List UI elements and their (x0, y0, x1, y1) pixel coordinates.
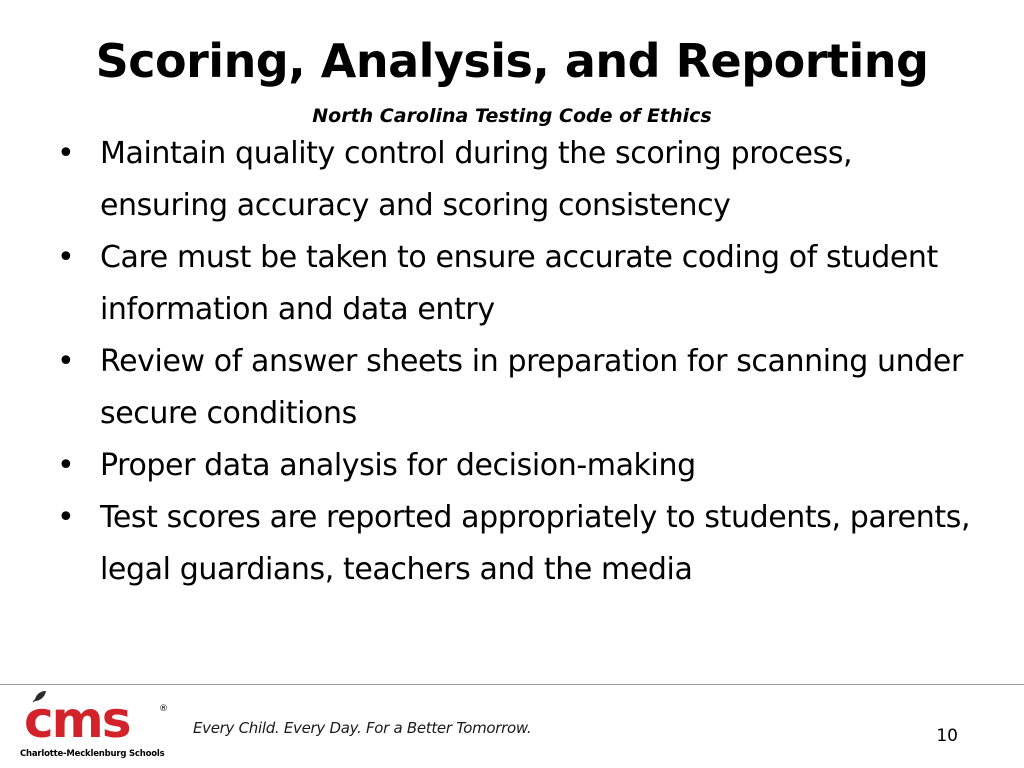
bullet-item (55, 128, 975, 232)
organization-name: Charlotte-Mecklenburg Schools (20, 749, 165, 759)
bullet-item (55, 440, 975, 492)
cms-logo (18, 690, 178, 764)
page-number: 10 (936, 726, 958, 746)
slide-subtitle: North Carolina Testing Code of Ethics (312, 105, 712, 127)
bullet-item (55, 492, 975, 596)
footer-divider (0, 684, 1024, 685)
bullet-icon: • (57, 136, 75, 171)
slide-title: Scoring, Analysis, and Reporting (95, 34, 929, 88)
registered-mark: ® (159, 704, 168, 714)
bullet-item (55, 336, 975, 440)
cms-wordmark: cms (24, 691, 130, 749)
bullet-icon: • (57, 448, 75, 483)
bullet-text: Review of answer sheets in preparation for scanning under secure conditions (100, 344, 963, 431)
bullet-icon: • (57, 500, 75, 535)
bullet-text: Test scores are reported appropriately to students, parents, legal guardians, teachers and the media (100, 500, 971, 587)
bullet-text: Proper data analysis for decision-making (100, 448, 696, 483)
bullet-icon: • (57, 344, 75, 379)
bullet-list (55, 128, 975, 596)
tagline: Every Child. Every Day. For a Better Tomorrow. (193, 719, 532, 737)
bullet-text: Maintain quality control during the scoring process, ensuring accuracy and scoring consistency (100, 136, 853, 223)
bullet-item (55, 232, 975, 336)
bullet-icon: • (57, 240, 75, 275)
bullet-text: Care must be taken to ensure accurate coding of student information and data entry (100, 240, 938, 327)
